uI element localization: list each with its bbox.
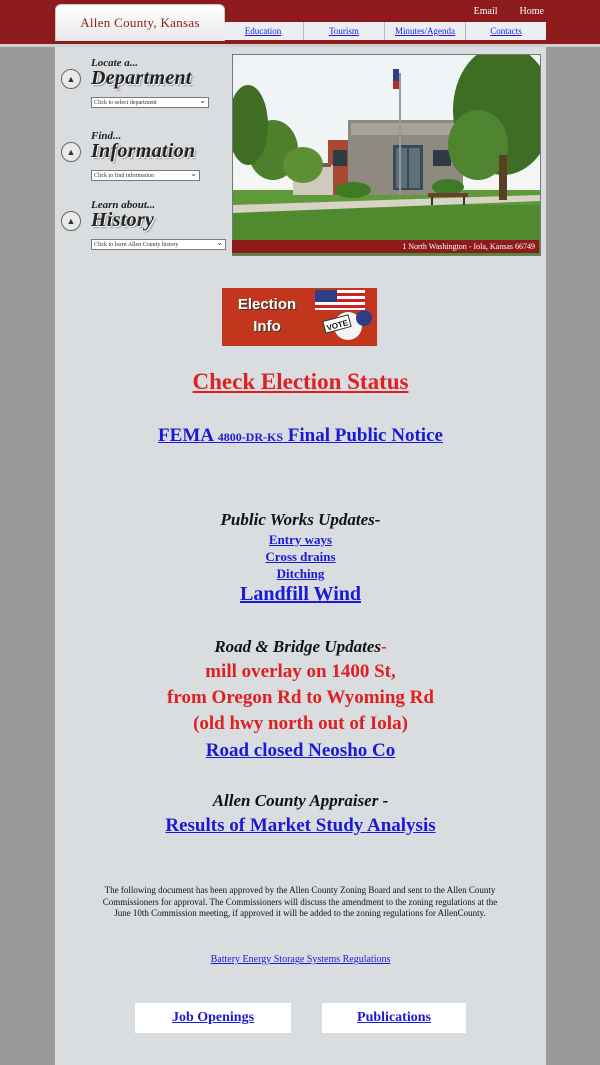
job-openings-link[interactable]: Job Openings bbox=[171, 1010, 255, 1025]
fema-code: 4800-DR-KS bbox=[217, 430, 284, 444]
road-closed-neosho-link[interactable]: Road closed Neosho Co bbox=[205, 740, 396, 761]
history-finder-title: History bbox=[91, 209, 155, 231]
fema-prefix: FEMA bbox=[158, 425, 218, 446]
road-bridge-line-1: mill overlay on 1400 St, bbox=[205, 661, 396, 682]
landfill-wind-link[interactable]: Landfill Wind bbox=[240, 583, 361, 605]
public-works-section bbox=[55, 509, 546, 608]
history-finder bbox=[61, 199, 226, 259]
vote-flag-icon bbox=[310, 288, 377, 346]
fema-suffix: Final Public Notice bbox=[283, 425, 443, 446]
publications-link[interactable]: Publications bbox=[357, 1010, 431, 1025]
battery-row bbox=[55, 949, 546, 967]
job-openings-box bbox=[135, 1003, 291, 1033]
information-select[interactable]: Click to find information ⌄ bbox=[91, 170, 200, 181]
nav-contacts[interactable]: Contacts bbox=[465, 22, 546, 40]
nav-minutes-agenda[interactable]: Minutes/Agenda bbox=[384, 22, 465, 40]
fema-notice-link[interactable] bbox=[158, 425, 443, 446]
courthouse-image bbox=[233, 55, 540, 255]
department-select[interactable]: Click to select department ⌄ bbox=[91, 97, 209, 108]
election-banner-line2: Info bbox=[253, 318, 281, 335]
road-bridge-heading: Road & Bridge Updates bbox=[214, 637, 382, 656]
nav-education[interactable]: Education bbox=[244, 26, 282, 36]
road-bridge-line-2: from Oregon Rd to Wyoming Rd bbox=[167, 687, 434, 708]
history-select[interactable]: Click to learn Allen County history ⌄ bbox=[91, 239, 226, 250]
entry-ways-link[interactable]: Entry ways bbox=[268, 532, 333, 547]
check-status-row bbox=[55, 369, 546, 395]
road-bridge-dash: - bbox=[381, 637, 387, 656]
information-finder bbox=[61, 130, 226, 190]
fema-row bbox=[55, 425, 546, 447]
cross-drains-link[interactable]: Cross drains bbox=[265, 549, 336, 564]
appraiser-heading: Allen County Appraiser - bbox=[212, 791, 389, 810]
home-link[interactable]: Home bbox=[519, 6, 544, 17]
top-links bbox=[474, 6, 544, 17]
courthouse-photo bbox=[232, 54, 541, 256]
election-info-banner[interactable] bbox=[222, 288, 377, 346]
road-bridge-line-3: (old hwy north out of Iola) bbox=[193, 713, 408, 734]
main-nav bbox=[223, 22, 546, 40]
information-finder-prefix: Find... bbox=[91, 130, 122, 142]
election-banner-text bbox=[227, 294, 307, 338]
email-link[interactable]: Email bbox=[473, 6, 498, 17]
road-bridge-section bbox=[55, 635, 546, 766]
publications-box bbox=[322, 1003, 466, 1033]
address-caption: 1 North Washington - Iola, Kansas 66749 bbox=[232, 240, 539, 253]
vote-label: VOTE bbox=[325, 318, 350, 333]
check-election-status-link[interactable]: Check Election Status bbox=[192, 369, 409, 394]
public-works-heading: Public Works Updates- bbox=[220, 510, 381, 529]
road-bridge-heading-row bbox=[55, 635, 546, 659]
information-finder-title: Information bbox=[91, 140, 196, 162]
department-finder bbox=[61, 57, 226, 117]
site-logo[interactable]: Allen County, Kansas bbox=[55, 4, 225, 41]
department-finder-title: Department bbox=[91, 67, 192, 89]
history-finder-prefix: Learn about... bbox=[91, 199, 156, 211]
content-area bbox=[55, 47, 546, 1065]
market-study-link[interactable]: Results of Market Study Analysis bbox=[165, 815, 436, 836]
nav-tourism[interactable]: Tourism bbox=[303, 22, 384, 40]
department-finder-prefix: Locate a... bbox=[91, 57, 139, 69]
arrow-icon: ▲ bbox=[61, 142, 81, 162]
arrow-icon: ▲ bbox=[61, 211, 81, 231]
election-banner-line1: Election bbox=[237, 296, 297, 313]
arrow-icon: ▲ bbox=[61, 69, 81, 89]
appraiser-section bbox=[55, 789, 546, 840]
battery-storage-link[interactable]: Battery Energy Storage Systems Regulations bbox=[210, 954, 391, 965]
zoning-note: The following document has been approved by the Allen County Zoning Board and sent to the Allen County Commissioners for approval. The Commissioners will discuss the amendment to the zoning regulations at the June 10th Commission meeting, if approved it will be added to the zoning regulations for AllenCounty. bbox=[102, 885, 498, 918]
ditching-link[interactable]: Ditching bbox=[276, 566, 325, 581]
